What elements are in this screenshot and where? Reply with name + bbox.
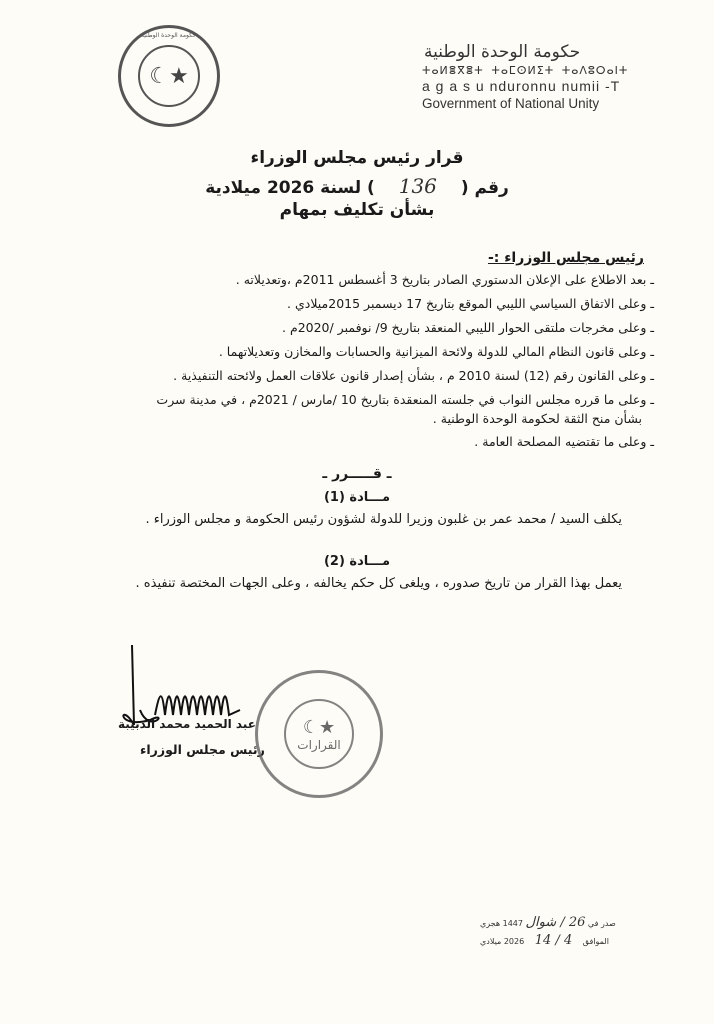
stamp-text: القرارات	[297, 737, 341, 752]
hijri-date: 26 / شوال	[525, 915, 586, 930]
preamble-item: بشأن منح الثقة لحكومة الوحدة الوطنية .	[432, 411, 642, 426]
gregorian-date	[480, 933, 609, 948]
preamble-item: ـ وعلى القانون رقم (12) لسنة 2010 م ، بشأن إصدار قانون علاقات العمل ولائحته التنفيذية .	[173, 368, 654, 383]
greg-date: 4 / 14	[534, 933, 573, 948]
preamble-item: ـ بعد الاطلاع على الإعلان الدستوري الصادر بتاريخ 3 أغسطس 2011م ،وتعديلاته .	[235, 272, 654, 287]
government-seal	[118, 25, 220, 127]
article1-title: مـــادة (1)	[323, 490, 391, 505]
decree-subject: بشأن تكليف بمهام	[279, 200, 435, 220]
issued-label: صدر في	[587, 919, 616, 928]
hijri-year: 1447 هجري	[480, 919, 523, 928]
preamble-item: ـ وعلى ما تقتضيه المصلحة العامة .	[474, 434, 654, 449]
number-prefix: رقم (	[460, 178, 509, 198]
article2-text: يعمل بهذا القرار من تاريخ صدوره ، ويلغى كل حكم يخالفه ، وعلى الجهات المختصة تنفيذه .	[135, 576, 622, 591]
number-suffix: ) لسنة 2026 ميلادية	[205, 178, 375, 198]
decree-number-line	[0, 174, 714, 198]
corresponding-label: الموافق	[582, 937, 609, 946]
header-arabic: حكومة الوحدة الوطنية	[424, 42, 581, 62]
header-english: Government of National Unity	[422, 96, 600, 111]
decree-number: 136	[398, 174, 437, 198]
signatory-role: رئيس مجلس الوزراء	[140, 742, 265, 757]
preamble-item: ـ وعلى مخرجات ملتقى الحوار الليبي المنعقد بتاريخ 9/ نوفمبر /2020م .	[282, 320, 654, 335]
crescent-star-icon: ☾★	[302, 716, 336, 738]
article1-text: يكلف السيد / محمد عمر بن غلبون وزيرا للدولة لشؤون رئيس الحكومة و مجلس الوزراء .	[145, 512, 622, 527]
article2-title: مـــادة (2)	[323, 554, 391, 569]
signatory-name: عبد الحميد محمد الدبيبة	[118, 717, 256, 731]
preamble-item: ـ وعلى قانون النظام المالي للدولة ولائحة الميزانية والحسابات والمخازن وتعديلاتهما .	[218, 344, 654, 359]
decrees-stamp	[255, 670, 383, 798]
preamble-item: ـ وعلى الاتفاق السياسي الليبي الموقع بتاريخ 17 ديسمبر 2015ميلادي .	[287, 296, 654, 311]
preamble-item: ـ وعلى ما قرره مجلس النواب في جلسته المنعقدة بتاريخ 10 /مارس / 2021م ، في مدينة سرت	[156, 392, 654, 407]
seal-text: حكومة الوحدة الوطنية	[141, 32, 197, 39]
header-tifinagh: ⵜⴰⵍⴻⴳⴻⵜ ⵜⴰⵎⵙⵍⵉⵜ ⵜⴰⴷⵓⵔⴰⵏⵜ	[422, 64, 629, 77]
greg-year: 2026 ميلادي	[480, 937, 525, 946]
preamble-heading: رئيس مجلس الوزراء :-	[487, 250, 644, 266]
decree-title: قرار رئيس مجلس الوزراء	[250, 148, 464, 168]
issue-date	[480, 915, 616, 930]
header-transliteration: a g a s u nduronnu numii -T	[422, 78, 621, 94]
decision-heading: ـ قـــــرر ـ	[322, 466, 392, 482]
crescent-star-icon: ☾★	[149, 63, 189, 89]
